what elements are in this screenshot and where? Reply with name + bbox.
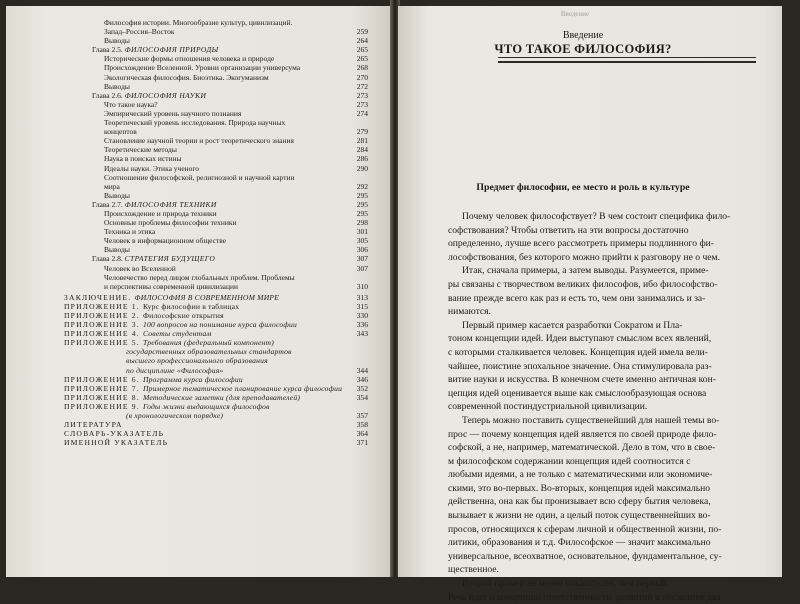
toc-backmatter-entry — [64, 356, 368, 365]
toc-entry-text — [92, 200, 217, 209]
toc-backmatter-label: ЛИТЕРАТУРА — [64, 420, 123, 430]
toc-entry — [64, 82, 368, 91]
toc-backmatter-title: по дисциплине «Философия» — [126, 365, 224, 375]
toc-backmatter-title: (в хронологическом порядке) — [126, 411, 224, 421]
toc-chapter — [64, 45, 368, 54]
toc-backmatter-entry — [64, 420, 368, 429]
toc-entry-text — [64, 375, 243, 384]
toc-backmatter-label: ЗАКЛЮЧЕНИЕ. — [64, 292, 135, 302]
toc-entry-text: Что такое наука? — [104, 99, 158, 109]
toc-entry — [64, 173, 368, 182]
toc-page-number: 268 — [356, 63, 368, 73]
toc-entry — [64, 145, 368, 154]
body-line: просов, относящихся к сферам личной и общественной жизни, по- — [448, 523, 722, 535]
body-line: м философском содержании концепция идей соотносится с — [448, 455, 691, 467]
toc-entry-text: Соотношение философской, религиозной и научной картин — [104, 172, 295, 182]
toc-page-number: 265 — [356, 45, 368, 55]
toc-chapter-title: ФИЛОСОФИЯ ПРИРОДЫ — [124, 45, 219, 55]
body-line: скими, это во-первых. Во-вторых, концепция идей максимально — [448, 482, 711, 494]
toc-entry-text — [126, 347, 292, 356]
body-line: Итак, сначала примеры, а затем выводы. Разумеется, приме- — [462, 265, 709, 277]
toc-backmatter-entry — [64, 438, 368, 447]
toc-backmatter-label: ПРИЛОЖЕНИЕ 8. — [64, 392, 143, 402]
toc-entry — [64, 109, 368, 118]
toc-entry-text: Запад–Россия–Восток — [104, 27, 175, 37]
body-line: ры связаны с творчеством великих философов, ибо философство- — [448, 278, 718, 290]
toc-entry-text: Человек во Вселенной — [104, 263, 176, 273]
toc-entry — [64, 127, 368, 136]
toc-page-number: 298 — [356, 218, 368, 228]
toc-page-number: 315 — [356, 301, 368, 311]
body-line: любыми идеями, а не только с математическими или экономиче- — [448, 469, 713, 481]
body-line: Почему человек философствует? В чем состоит специфика фило- — [462, 211, 731, 222]
body-text — [448, 210, 768, 604]
toc-page-number: 346 — [356, 374, 368, 384]
toc-entry-text: Эмпирический уровень научного познания — [104, 108, 242, 118]
toc-backmatter-entry — [64, 302, 368, 311]
toc-backmatter-label: ПРИЛОЖЕНИЕ 3. — [64, 320, 143, 330]
toc-entry-text: Техника и этика — [104, 227, 156, 237]
toc-page-number: 286 — [356, 154, 368, 164]
toc-entry-text — [64, 338, 274, 347]
toc-backmatter-title: высшего профессионального образования — [126, 356, 268, 366]
toc-entry — [64, 218, 368, 227]
toc-entry-text: Исторические формы отношения человека и природе — [104, 54, 275, 64]
toc-backmatter-title: Философские открытия — [142, 311, 224, 320]
toc-entry-text: мира — [104, 181, 120, 191]
toc-backmatter-label: ИМЕННОЙ УКАЗАТЕЛЬ — [64, 438, 169, 448]
toc-backmatter-entry — [64, 402, 368, 411]
toc-entry — [64, 154, 368, 163]
title-rule-thick — [498, 61, 756, 63]
toc-chapter-title: ФИЛОСОФИЯ ТЕХНИКИ — [124, 199, 217, 209]
toc-page-number: 310 — [356, 281, 368, 291]
body-line: вызывает к жизни не один, а целый поток существеннейших во- — [448, 510, 711, 522]
toc-backmatter-title: 100 вопросов на понимание курса философии — [142, 320, 297, 330]
body-line: чайшее, поистине эпохальное значение. Она стимулировала раз- — [448, 360, 712, 372]
body-line: цепция идей оценивается выше как смыслообразующая основа — [448, 387, 707, 399]
body-line: с которыми сталкивается человек. Концепция идей имела вели- — [448, 346, 708, 358]
toc-page-number: 259 — [356, 27, 368, 37]
intro-label: Введение — [562, 30, 604, 41]
toc-backmatter-title: Курс философии в таблицах — [142, 301, 240, 311]
left-page — [6, 6, 392, 577]
toc-entry-text — [64, 311, 224, 320]
toc-entry — [64, 27, 368, 36]
toc-entry-text: Выводы — [104, 190, 130, 200]
toc-backmatter-title: ФИЛОСОФИЯ В СОВРЕМЕННОМ МИРЕ — [134, 292, 280, 302]
toc-backmatter-label: ПРИЛОЖЕНИЕ 5. — [64, 338, 143, 348]
toc-page-number: 352 — [356, 383, 368, 393]
toc-page-number: 274 — [356, 108, 368, 118]
toc-entry-text — [126, 356, 268, 365]
toc-page-number: 307 — [356, 263, 368, 273]
toc-entry-text — [64, 402, 270, 411]
toc-entry-text: Человек в информационном обществе — [104, 236, 227, 246]
toc-entry — [64, 245, 368, 254]
toc-entry-text: Выводы — [104, 36, 130, 46]
toc-entry-text: Теоретические методы — [104, 145, 177, 155]
toc-page-number: 273 — [356, 99, 368, 109]
toc-entry-text: концептов — [104, 127, 137, 137]
toc-chapter — [64, 254, 368, 263]
toc-entry-text — [92, 91, 206, 100]
toc-chapter — [64, 91, 368, 100]
toc-chapter — [64, 200, 368, 209]
body-line: определенно, лучше всего рассмотреть примеры подлинного фи- — [448, 238, 714, 250]
toc-page-number: 295 — [356, 208, 368, 218]
toc-chapter-title: СТРАТЕГИЯ БУДУЩЕГО — [124, 254, 216, 264]
body-line: литики, образования и т.д. Философское — значит максимально — [448, 537, 711, 549]
toc-backmatter-label: ПРИЛОЖЕНИЕ 4. — [64, 329, 143, 339]
toc-entry — [64, 18, 368, 27]
body-line: лософствования, без которого можно прийти к разговору не о чем. — [448, 251, 721, 263]
toc-page-number: 265 — [356, 54, 368, 64]
toc-chapter-title: ФИЛОСОФИЯ НАУКИ — [124, 90, 207, 100]
toc-entry — [64, 73, 368, 82]
toc-entry-text — [64, 320, 297, 329]
toc-page-number: 354 — [356, 392, 368, 402]
toc-backmatter-title: Требования (федеральный компонент) — [142, 338, 274, 348]
toc-entry — [64, 63, 368, 72]
toc-backmatter-title: Программа курса философии — [142, 374, 243, 384]
toc-backmatter-label: ПРИЛОЖЕНИЕ 9. — [64, 401, 143, 411]
body-line: современной постиндустриальной цивилизации. — [448, 401, 648, 413]
toc-entry-text: Идеалы науки. Этика ученого — [104, 163, 200, 173]
body-line: действенна, она как бы пронизывает всю сферу бытия человека, — [448, 496, 711, 508]
toc-backmatter-title: Примерное тематическое планирование курса философии — [142, 383, 343, 393]
toc-backmatter-entry — [64, 293, 368, 302]
toc-backmatter-entry — [64, 384, 368, 393]
toc-entry-text: Выводы — [104, 81, 130, 91]
body-line: Речь идет о концепции ответственности, развитой в последние два — [448, 591, 721, 603]
toc-backmatter-label: ПРИЛОЖЕНИЕ 7. — [64, 383, 143, 393]
body-line: Первый пример касается разработки Сократом и Пла- — [462, 319, 683, 331]
toc-page-number: 284 — [356, 145, 368, 155]
toc-backmatter-label: СЛОВАРЬ-УКАЗАТЕЛЬ — [64, 429, 165, 439]
toc-entry-text — [64, 420, 123, 429]
toc-backmatter-label: ПРИЛОЖЕНИЕ 1. — [64, 301, 143, 311]
toc-page-number: 281 — [356, 136, 368, 146]
toc-page-number: 290 — [356, 163, 368, 173]
toc-page-number: 295 — [356, 199, 368, 209]
toc-entry — [64, 191, 368, 200]
body-line: универсальное, всеохватное, основательное, фундаментальное, су- — [448, 550, 722, 562]
body-line: щественное. — [448, 564, 499, 576]
toc-entry — [64, 36, 368, 45]
toc-entry — [64, 54, 368, 63]
toc-entry-text: Философия истории. Многообразие культур, цивилизаций. — [104, 18, 293, 27]
toc-entry — [64, 182, 368, 191]
toc-entry-text — [64, 384, 342, 393]
toc-entry-text — [64, 438, 168, 447]
toc-chapter-label: Глава 2.7. — [92, 199, 125, 209]
toc-page-number: 307 — [356, 254, 368, 264]
toc-entry-text: Экологическая философия. Биоэтика. Экогуманизм — [104, 72, 269, 82]
toc-entry-text — [92, 45, 219, 54]
toc-backmatter-label: ПРИЛОЖЕНИЕ 6. — [64, 374, 143, 384]
toc-page-number: 301 — [356, 227, 368, 237]
toc-entry-text — [64, 429, 164, 438]
toc-backmatter-entry — [64, 411, 368, 420]
toc-backmatter-entry — [64, 338, 368, 347]
toc-entry-text: Человечество перед лицом глобальных проблем. Проблемы — [104, 272, 295, 282]
body-line: Второй пример не менее показателен, чем первый. — [462, 578, 670, 590]
body-line: прос — почему концепция идей является по своей природе фило- — [448, 428, 717, 440]
toc-backmatter-title: Годы жизни выдающихся философов — [142, 401, 270, 411]
toc-entry-text — [64, 393, 300, 402]
toc-page-number: 358 — [356, 420, 368, 430]
toc-entry-text: Происхождение и природа техники — [104, 208, 217, 218]
toc-chapter-label: Глава 2.5. — [92, 45, 125, 55]
body-line: софствования? Чтобы ответить на эти вопросы достаточно — [448, 224, 689, 236]
toc-backmatter-entry — [64, 329, 368, 338]
toc-page-number: 305 — [356, 236, 368, 246]
body-line: софской, а не, например, математической. Дело в том, что в свое- — [448, 442, 716, 454]
toc-entry-text: Наука в поисках истины — [104, 154, 182, 164]
toc-backmatter-entry — [64, 366, 368, 375]
toc-page-number: 371 — [356, 438, 368, 448]
running-head: Введение — [560, 10, 590, 18]
toc-entry — [64, 164, 368, 173]
toc-entry-text — [64, 302, 239, 311]
toc-entry-text — [126, 411, 223, 420]
toc-entry — [64, 100, 368, 109]
body-line: витие науки и искусства. В конечном счете именно античная кон- — [448, 374, 716, 386]
toc-backmatter-title: государственных образовательных стандартов — [126, 347, 292, 357]
toc-backmatter-entry — [64, 311, 368, 320]
toc-entry — [64, 118, 368, 127]
toc-backmatter-entry — [64, 347, 368, 356]
toc-page-number: 292 — [356, 181, 368, 191]
page-title: ЧТО ТАКОЕ ФИЛОСОФИЯ? — [494, 42, 672, 56]
toc-entry-text: Выводы — [104, 245, 130, 255]
table-of-contents — [64, 18, 368, 447]
toc-backmatter-entry — [64, 375, 368, 384]
toc-chapter-label: Глава 2.8. — [92, 254, 125, 264]
toc-page-number: 273 — [356, 90, 368, 100]
toc-page-number: 270 — [356, 72, 368, 82]
body-line: Теперь можно поставить существенейший для нашей темы во- — [462, 414, 720, 426]
toc-entry-text: Происхождение Вселенной. Уровни организации универсума — [104, 63, 301, 73]
toc-page-number: 295 — [356, 190, 368, 200]
toc-backmatter-entry — [64, 393, 368, 402]
toc-entry — [64, 227, 368, 236]
toc-entry — [64, 282, 368, 291]
section-heading: Предмет философии, ее место и роль в культуре — [476, 182, 690, 193]
toc-page-number: 313 — [356, 292, 368, 302]
toc-entry-text — [64, 329, 212, 338]
toc-page-number: 264 — [356, 36, 368, 46]
toc-entry-text — [64, 293, 279, 302]
toc-backmatter-label: ПРИЛОЖЕНИЕ 2. — [64, 311, 143, 320]
toc-entry — [64, 264, 368, 273]
toc-entry-text: Теоретический уровень исследования. Природа научных — [104, 118, 286, 128]
toc-entry — [64, 209, 368, 218]
toc-entry-text — [92, 254, 215, 263]
toc-page-number: 343 — [356, 329, 368, 339]
toc-backmatter-title: Методические заметки (для преподавателей) — [142, 392, 301, 402]
toc-backmatter-title: Советы студентам — [142, 329, 212, 339]
toc-entry-text: и перспективы современной цивилизации — [104, 281, 239, 291]
toc-page-number: 357 — [356, 411, 368, 421]
body-line: нимаются. — [448, 306, 491, 318]
toc-entry — [64, 273, 368, 282]
toc-backmatter-entry — [64, 320, 368, 329]
toc-entry-text — [126, 366, 223, 375]
toc-entry-text: Основные проблемы философии техники — [104, 218, 237, 228]
toc-page-number: 344 — [356, 365, 368, 375]
toc-entry — [64, 236, 368, 245]
title-rule-thin — [498, 57, 756, 58]
toc-page-number: 272 — [356, 81, 368, 91]
toc-chapter-label: Глава 2.6. — [92, 90, 125, 100]
toc-entry-text: Становление научной теории и рост теоретического знания — [104, 136, 294, 146]
toc-page-number: 330 — [356, 311, 368, 320]
toc-page-number: 279 — [356, 127, 368, 137]
toc-page-number: 364 — [356, 429, 368, 439]
toc-page-number: 306 — [356, 245, 368, 255]
toc-backmatter-entry — [64, 429, 368, 438]
toc-entry — [64, 136, 368, 145]
toc-page-number: 336 — [356, 320, 368, 330]
body-line: тоном концепции идей. Идеи выступают смыслом всех явлений, — [448, 333, 712, 345]
body-line: вание прежде всего как раз и есть то, чем они занимались и за- — [448, 292, 706, 304]
